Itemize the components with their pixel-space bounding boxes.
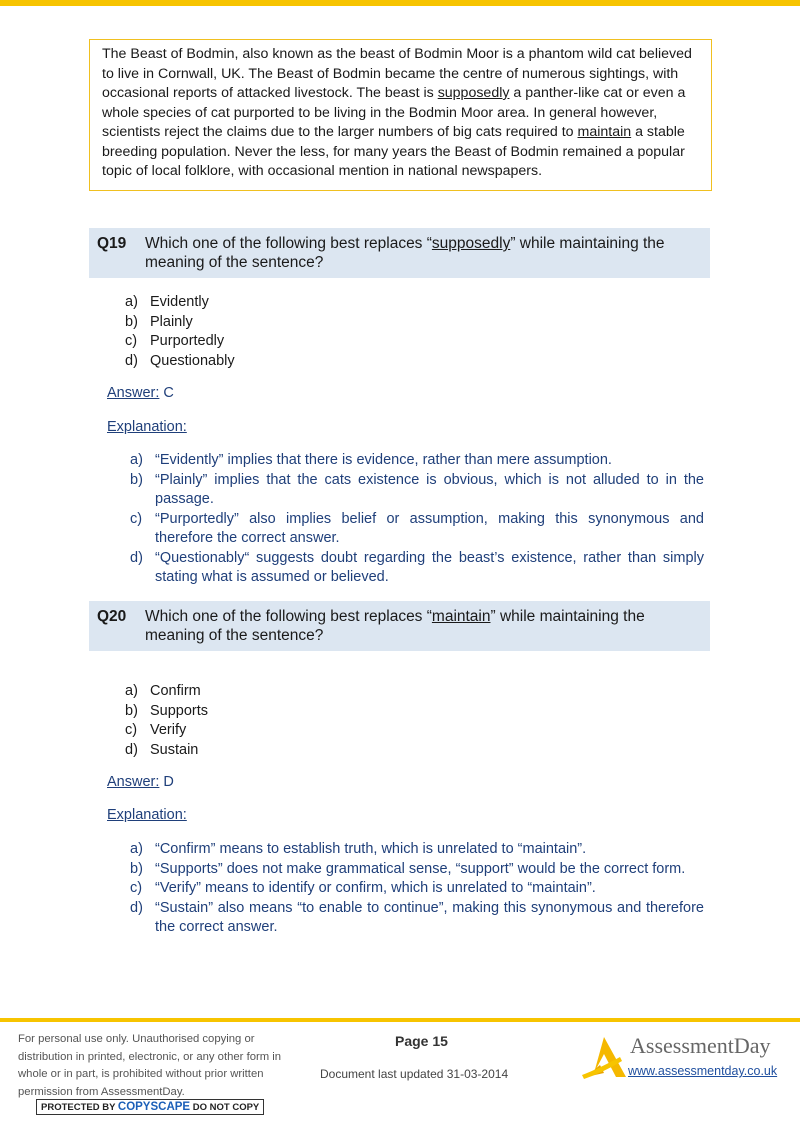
question-20-explanation-label: Explanation: [107,807,187,823]
question-text [145,607,698,645]
logo-icon [580,1035,628,1079]
option-text: Purportedly [150,333,225,349]
explanation-text: “Sustain” also means “to enable to continue”, making this synonymous and therefore the correct answer. [155,899,704,935]
question-text-part: Which one of the following best replaces “ [145,235,432,252]
question-text-part: ” while maintaining the meaning of the sentence? [145,235,665,271]
explanation-item [130,549,704,588]
option-text: Evidently [150,294,209,310]
passage-keyword-maintain: maintain [577,124,632,140]
explanation-letter: a) [130,452,143,468]
question-keyword: maintain [431,608,491,625]
explanation-item [130,451,704,471]
explanation-text: “Purportedly” also implies belief or assumption, making this synonymous and therefore the correct answer. [155,510,704,546]
explanation-letter: a) [130,841,143,857]
answer-label: Answer: [107,385,160,401]
explanation-text: “Questionably“ suggests doubt regarding the beast’s existence, rather than simply stating what is assumed or believed. [155,549,704,585]
question-19-explanations [130,451,704,588]
question-text [145,234,698,272]
explanation-letter: d) [130,899,143,916]
option-a [125,293,235,313]
passage-text-2: a panther-like cat or even a whole species of cat purported to be living in the Bodmin Moor area. In general however, scientists reject the claims due to the larger numbers of big cats required to [102,85,686,140]
answer-value: D [159,774,174,790]
option-text: Questionably [150,352,235,369]
option-text: Confirm [150,683,201,699]
passage-text-1: The Beast of Bodmin, also known as the beast of Bodmin Moor is a phantom wild cat believed to live in Cornwall, UK. The Beast of Bodmin became the centre of numerous sightings, with occasional reports of attacked livestock. The beast is [102,46,692,101]
explanation-text: “Evidently” implies that there is evidence, rather than mere assumption. [155,452,612,468]
copyscape-badge[interactable] [36,1099,264,1115]
top-accent-bar [0,0,800,6]
document-updated-date: Document last updated 31-03-2014 [320,1067,509,1081]
explanation-letter: d) [130,549,143,566]
option-a [125,682,208,702]
question-text-part: ” while maintaining the meaning of the sentence? [145,608,645,644]
option-letter: d) [125,352,138,369]
question-number: Q20 [97,608,127,625]
option-d [125,352,235,372]
answer-value: C [159,385,174,401]
footer-accent-bar [0,1018,800,1022]
question-19-header [89,228,710,278]
option-d [125,741,208,761]
explanation-text: “Confirm” means to establish truth, which is unrelated to “maintain”. [155,841,587,857]
option-letter: b) [125,313,138,330]
question-20-explanations [130,840,704,938]
explanation-item [130,471,704,510]
page-number: Page 15 [395,1033,448,1049]
explanation-letter: b) [130,471,143,488]
passage-keyword-supposedly: supposedly [437,85,510,101]
explanation-item [130,840,704,860]
copyscape-brand: COPYSCAPE [117,1101,191,1113]
option-text: Verify [150,722,187,738]
explanation-item [130,879,704,899]
copyscape-pre: PROTECTED BY [41,1102,118,1113]
website-link[interactable]: www.assessmentday.co.uk [628,1064,778,1078]
question-20-header [89,601,710,651]
explanation-letter: c) [130,510,143,527]
option-letter: c) [125,722,138,738]
option-letter: d) [125,741,138,758]
question-20-options [125,682,208,760]
option-letter: c) [125,333,138,349]
answer-label: Answer: [107,774,160,790]
option-text: Sustain [150,741,199,758]
logo-wordmark: AssessmentDay [630,1033,771,1058]
reading-passage [89,39,712,191]
option-letter: a) [125,294,138,310]
explanation-text: “Supports” does not make grammatical sense, “support” would be the correct form. [155,860,686,877]
question-keyword: supposedly [431,235,511,252]
explanation-text: “Verify” means to identify or confirm, which is unrelated to “maintain”. [155,880,596,896]
option-c [125,332,235,352]
question-text-part: Which one of the following best replaces “ [145,608,432,625]
option-text: Supports [150,702,209,719]
copyright-notice: For personal use only. Unauthorised copying or distribution in printed, electronic, or any other form in whole or in part, is prohibited without prior written permission from AssessmentDay. [18,1033,282,1098]
question-19-options [125,293,235,371]
option-letter: b) [125,702,138,719]
question-20-answer [107,774,174,790]
explanation-item [130,510,704,549]
explanation-letter: c) [130,880,143,896]
explanation-letter: b) [130,860,143,877]
option-letter: a) [125,683,138,699]
question-19-explanation-label: Explanation: [107,419,187,435]
option-b [125,313,235,333]
option-c [125,721,208,741]
question-19-answer [107,385,174,401]
question-number: Q19 [97,235,127,252]
explanation-text: “Plainly” implies that the cats existence is obvious, which is not alluded to in the passage. [155,471,704,507]
option-text: Plainly [150,313,193,330]
copyscape-post: DO NOT COPY [190,1102,260,1113]
option-b [125,702,208,722]
explanation-item [130,860,704,880]
explanation-item [130,899,704,938]
passage-text-3: a stable breeding population. Never the less, for many years the Beast of Bodmin remained a popular topic of local folklore, with occasional mention in national newspapers. [102,124,685,179]
